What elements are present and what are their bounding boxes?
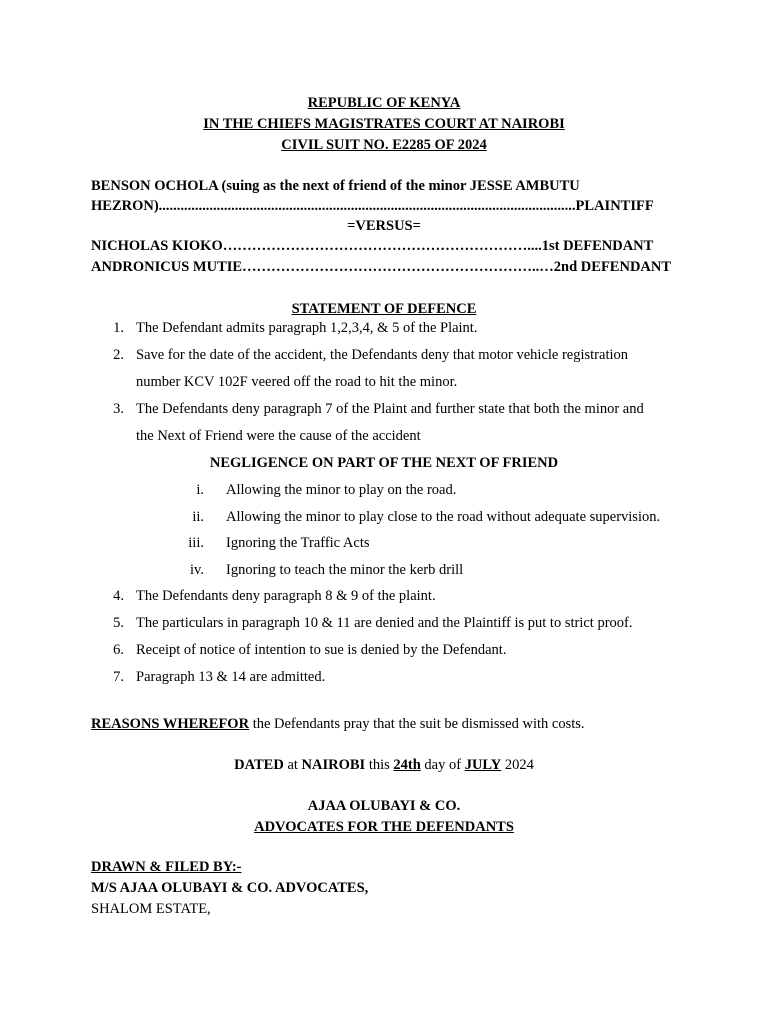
para-number: 5. (113, 615, 124, 631)
negligence-item: Ignoring to teach the minor the kerb drill (226, 562, 464, 578)
header-court: IN THE CHIEFS MAGISTRATES COURT AT NAIROBI (203, 116, 565, 132)
reasons-lead: REASONS WHEREFOR (91, 716, 250, 732)
firm-name: AJAA OLUBAYI & CO. (307, 798, 461, 814)
filed-label: DRAWN & FILED BY:- (91, 859, 242, 875)
negligence-number: ii. (192, 509, 204, 525)
filed-firm: M/S AJAA OLUBAYI & CO. ADVOCATES, (91, 880, 369, 896)
para-5-text: The particulars in paragraph 10 & 11 are denied and the Plaintiff is put to strict proof. (136, 615, 633, 631)
para-number: 7. (113, 669, 124, 685)
para-number: 6. (113, 642, 124, 658)
filed-address: SHALOM ESTATE, (91, 901, 211, 917)
negligence-item: Allowing the minor to play on the road. (226, 482, 457, 498)
para-number: 1. (113, 320, 124, 336)
defendant-2: ANDRONICUS MUTIE……………………………………………………..…2nd DEFENDANT (91, 259, 672, 275)
plaintiff-line-2: HEZRON)...................................................................................................................PLAINTIFF (91, 198, 654, 214)
dated-day: 24th (393, 757, 421, 773)
para-2-text-line-2: number KCV 102F veered off the road to hit the minor. (136, 374, 458, 390)
para-3-text-line-1: The Defendants deny paragraph 7 of the Plaint and further state that both the minor and (136, 401, 644, 417)
para-1-text: The Defendant admits paragraph 1,2,3,4, & 5 of the Plaint. (136, 320, 478, 336)
para-number: 4. (113, 588, 124, 604)
header-suit-number: CIVIL SUIT NO. E2285 OF 2024 (281, 137, 487, 153)
para-6-text: Receipt of notice of intention to sue is denied by the Defendant. (136, 642, 507, 658)
dated-month: JULY (464, 757, 502, 773)
dated-year: 2024 (501, 757, 534, 773)
dated-day-of: day of (420, 757, 465, 773)
para-4-text: The Defendants deny paragraph 8 & 9 of the plaint. (136, 588, 436, 604)
plaintiff-line-1: BENSON OCHOLA (suing as the next of friend of the minor JESSE AMBUTU (91, 178, 580, 194)
negligence-number: iii. (188, 535, 204, 551)
para-number: 3. (113, 401, 124, 417)
negligence-number: i. (196, 482, 204, 498)
header-republic: REPUBLIC OF KENYA (307, 95, 461, 111)
para-number: 2. (113, 347, 124, 363)
para-7-text: Paragraph 13 & 14 are admitted. (136, 669, 326, 685)
dated-at: at (283, 757, 302, 773)
firm-role: ADVOCATES FOR THE DEFENDANTS (254, 819, 514, 835)
statement-title: STATEMENT OF DEFENCE (291, 301, 477, 317)
dated-word: DATED (234, 757, 284, 773)
reasons-text: the Defendants pray that the suit be dismissed with costs. (249, 716, 585, 732)
negligence-item: Allowing the minor to play close to the road without adequate supervision. (226, 509, 661, 525)
versus-label: =VERSUS= (347, 218, 421, 234)
dated-city: NAIROBI (301, 757, 366, 773)
para-3-text-line-2: the Next of Friend were the cause of the accident (136, 428, 421, 444)
negligence-item: Ignoring the Traffic Acts (226, 535, 370, 551)
para-2-text-line-1: Save for the date of the accident, the Defendants deny that motor vehicle registration (136, 347, 629, 363)
negligence-number: iv. (190, 562, 204, 578)
defendant-1: NICHOLAS KIOKO………………………………………………………....1st DEFENDANT (91, 238, 654, 254)
dated-this: this (365, 757, 394, 773)
reasons-paragraph (91, 715, 585, 733)
dated-line (0, 756, 768, 774)
negligence-title: NEGLIGENCE ON PART OF THE NEXT OF FRIEND (209, 455, 559, 471)
